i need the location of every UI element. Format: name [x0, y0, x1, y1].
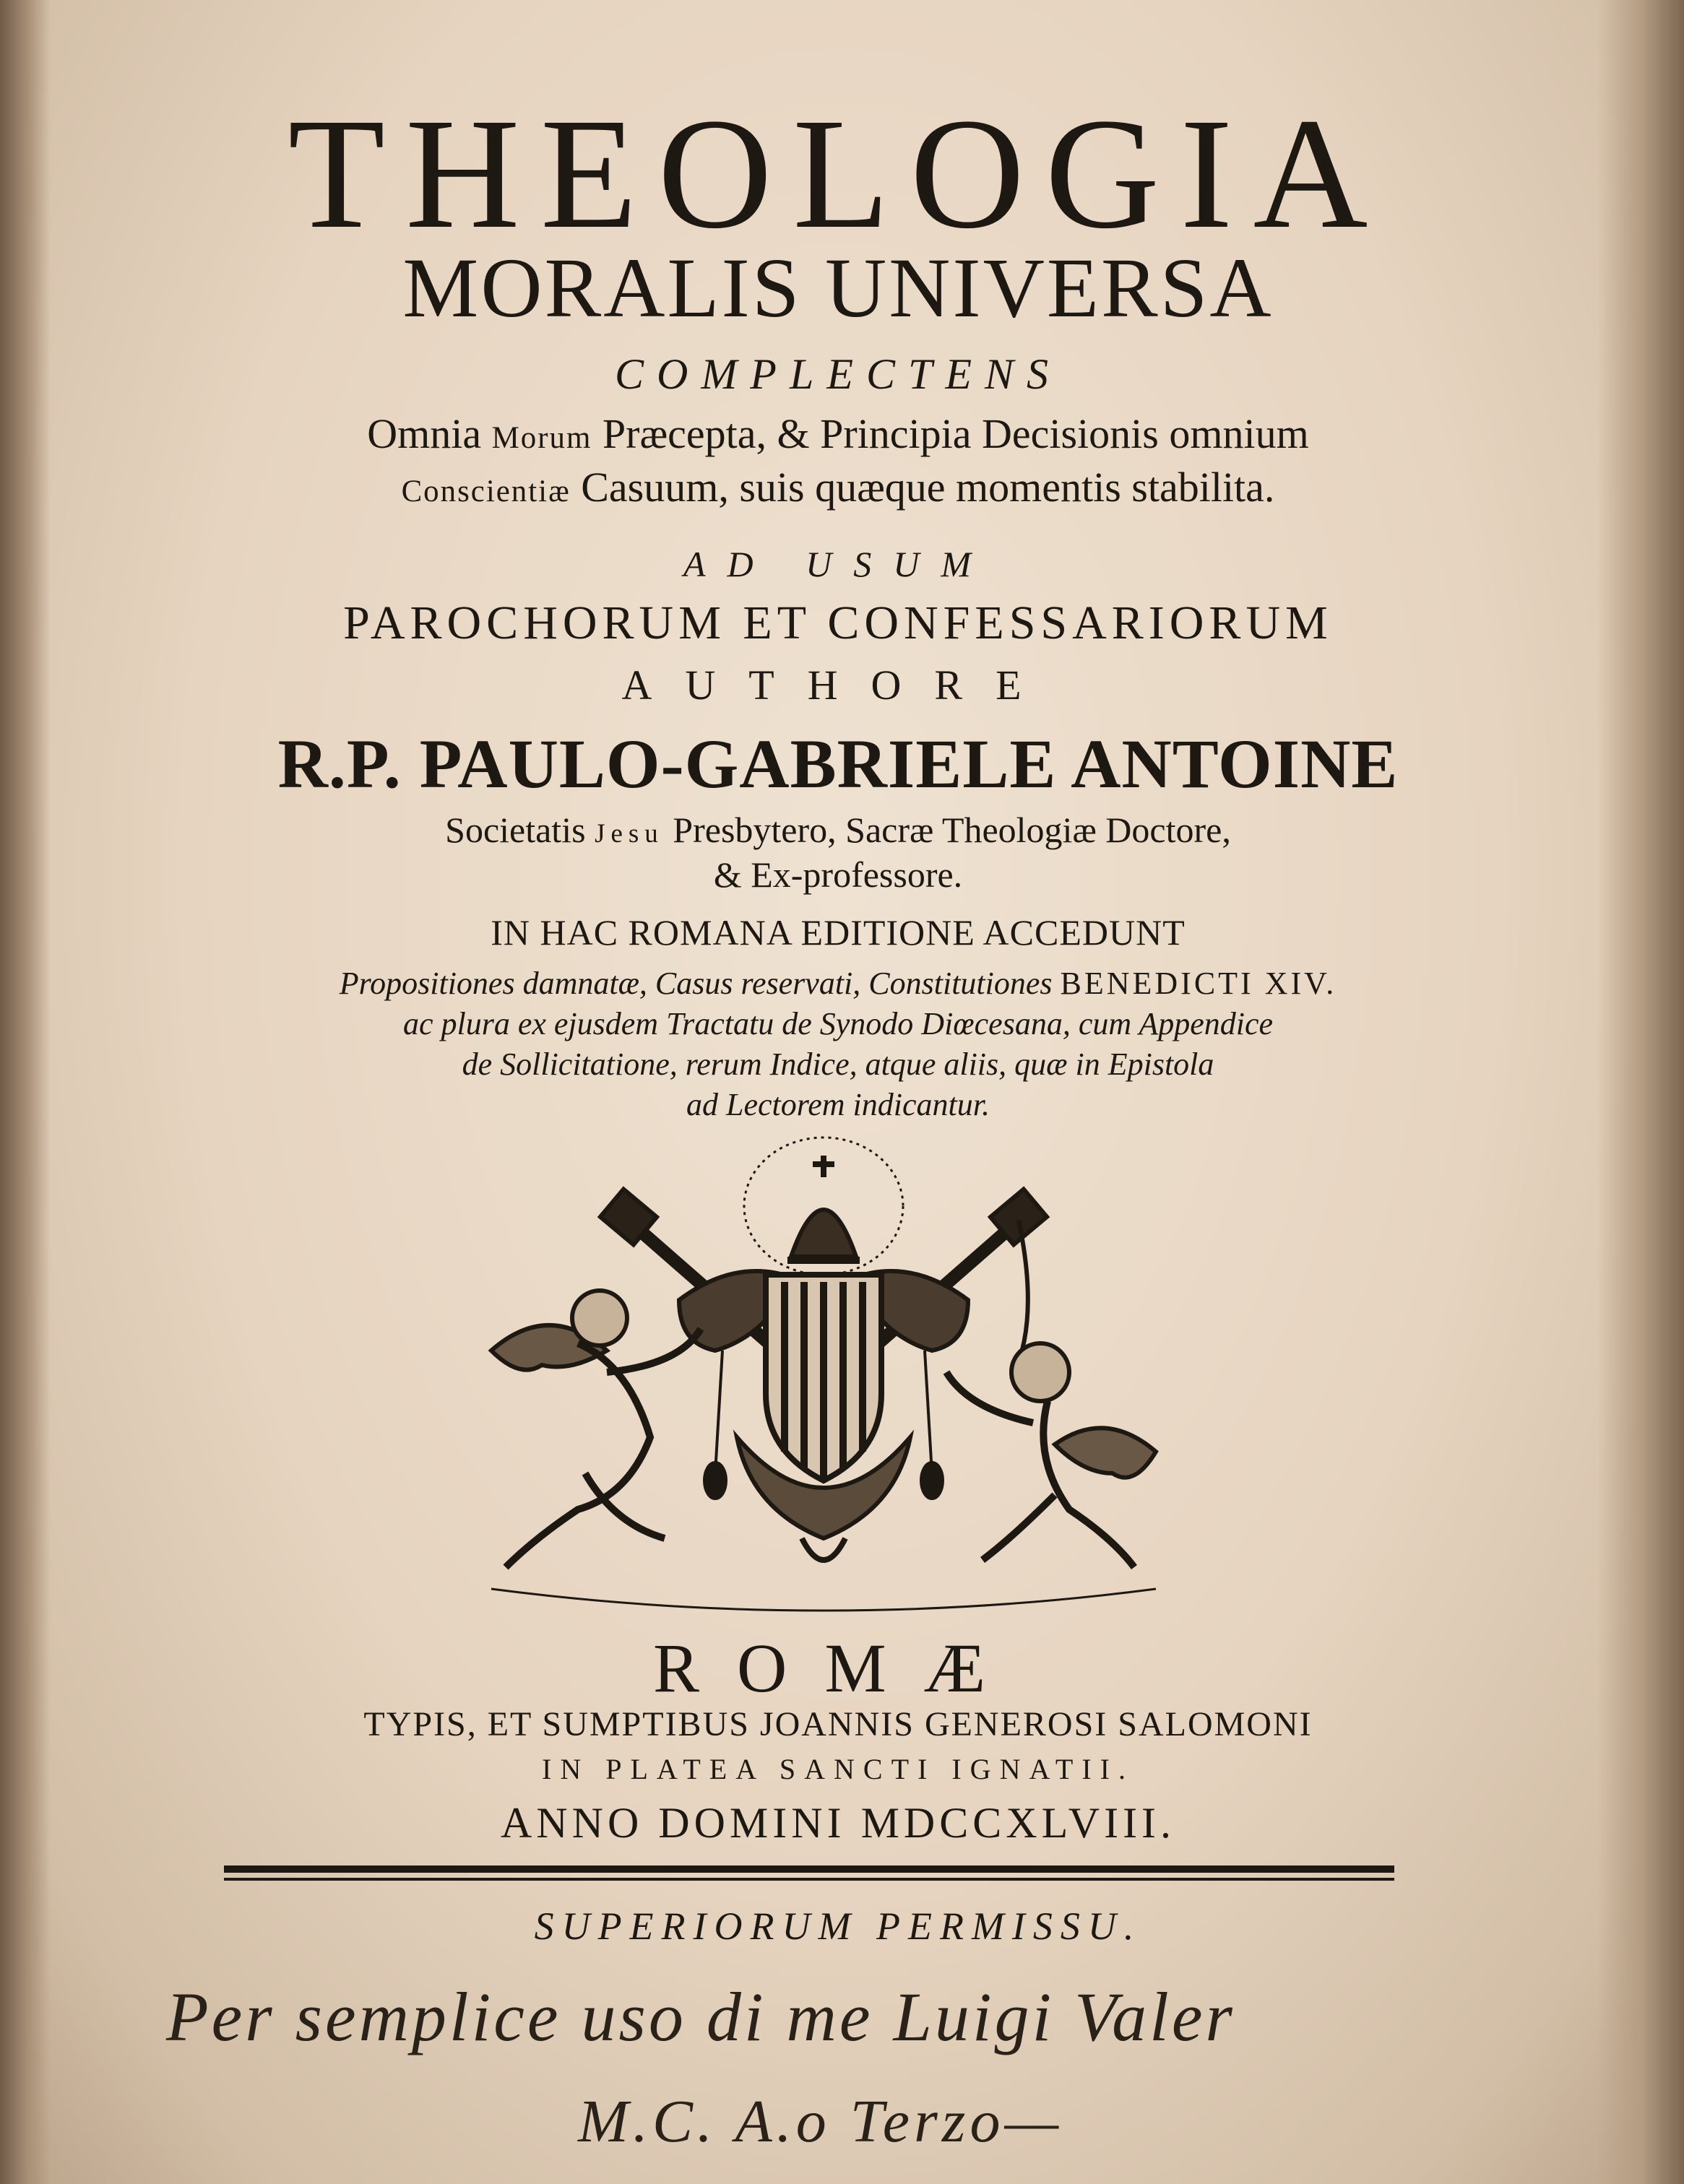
- audience-line: PAROCHORUM ET CONFESSARIORUM: [343, 597, 1333, 649]
- desc-line1-text-a: Omnia: [367, 410, 492, 457]
- description-line-2: [116, 464, 1560, 511]
- page-edge-left: [0, 0, 51, 2184]
- contents-line1-text-a: Propositiones damnatæ, Casus reservati, Constitutiones: [339, 966, 1061, 1001]
- desc-line1-text-b: Præcepta, & Principia Decisionis omnium: [592, 410, 1309, 457]
- contents-line-2: ac plura ex ejusdem Tractatu de Synodo Diœcesana, cum Appendice: [402, 1006, 1274, 1041]
- contents-line-4: ad Lectorem indicantur.: [686, 1087, 990, 1122]
- imprint-printer: TYPIS, ET SUMPTIBUS JOANNIS GENEROSI SALOMONI: [363, 1705, 1313, 1743]
- desc-line2-text-b: Casuum, suis quæque momentis stabilita.: [570, 464, 1275, 511]
- papal-arms-with-cherubs-icon: [462, 1134, 1185, 1632]
- contents-line1-benedicti: BENEDICTI XIV.: [1060, 966, 1337, 1001]
- handwritten-ownership-line-1: Per semplice uso di me Luigi Valer: [166, 1978, 1235, 2055]
- authore-heading: AUTHORE: [621, 662, 1055, 708]
- societatis-text-b: Presbytero, Sacræ Theologiæ Doctore,: [663, 810, 1231, 850]
- desc-line2-smallcaps: Conscientiæ: [401, 474, 571, 508]
- description-line-1: [116, 410, 1560, 457]
- ad-usum-heading: AD USUM: [683, 544, 993, 584]
- complectens-heading: COMPLECTENS: [614, 350, 1062, 398]
- edition-note: IN HAC ROMANA EDITIONE ACCEDUNT: [491, 912, 1186, 953]
- desc-line1-smallcaps: Morum: [491, 421, 592, 455]
- imprint-location: IN PLATEA SANCTI IGNATII.: [542, 1753, 1134, 1785]
- permission-line: SUPERIORUM PERMISSU.: [534, 1904, 1142, 1948]
- book-subtitle: MORALIS UNIVERSA: [402, 240, 1274, 335]
- contents-line-3: de Sollicitatione, rerum Indice, atque aliis, quæ in Epistola: [462, 1046, 1214, 1082]
- double-rule-thick: [224, 1866, 1394, 1873]
- book-title: THEOLOGIA: [288, 85, 1389, 261]
- handwritten-ownership-line-2: M.C. A.o Terzo—: [578, 2088, 1063, 2155]
- double-rule-thin: [224, 1878, 1394, 1881]
- imprint-year: ANNO DOMINI MDCCXLVIII.: [500, 1799, 1176, 1847]
- imprint-city: ROMÆ: [652, 1629, 1024, 1707]
- author-name: R.P. PAULO-GABRIELE ANTOINE: [277, 725, 1399, 802]
- contents-line-1: [116, 968, 1560, 1000]
- ex-professore-line: & Ex-professore.: [713, 854, 963, 895]
- page-edge-right: [1597, 0, 1684, 2184]
- author-credentials: [116, 812, 1560, 848]
- societatis-text-a: Societatis: [445, 810, 595, 850]
- societatis-jesu: Jesu: [595, 819, 664, 849]
